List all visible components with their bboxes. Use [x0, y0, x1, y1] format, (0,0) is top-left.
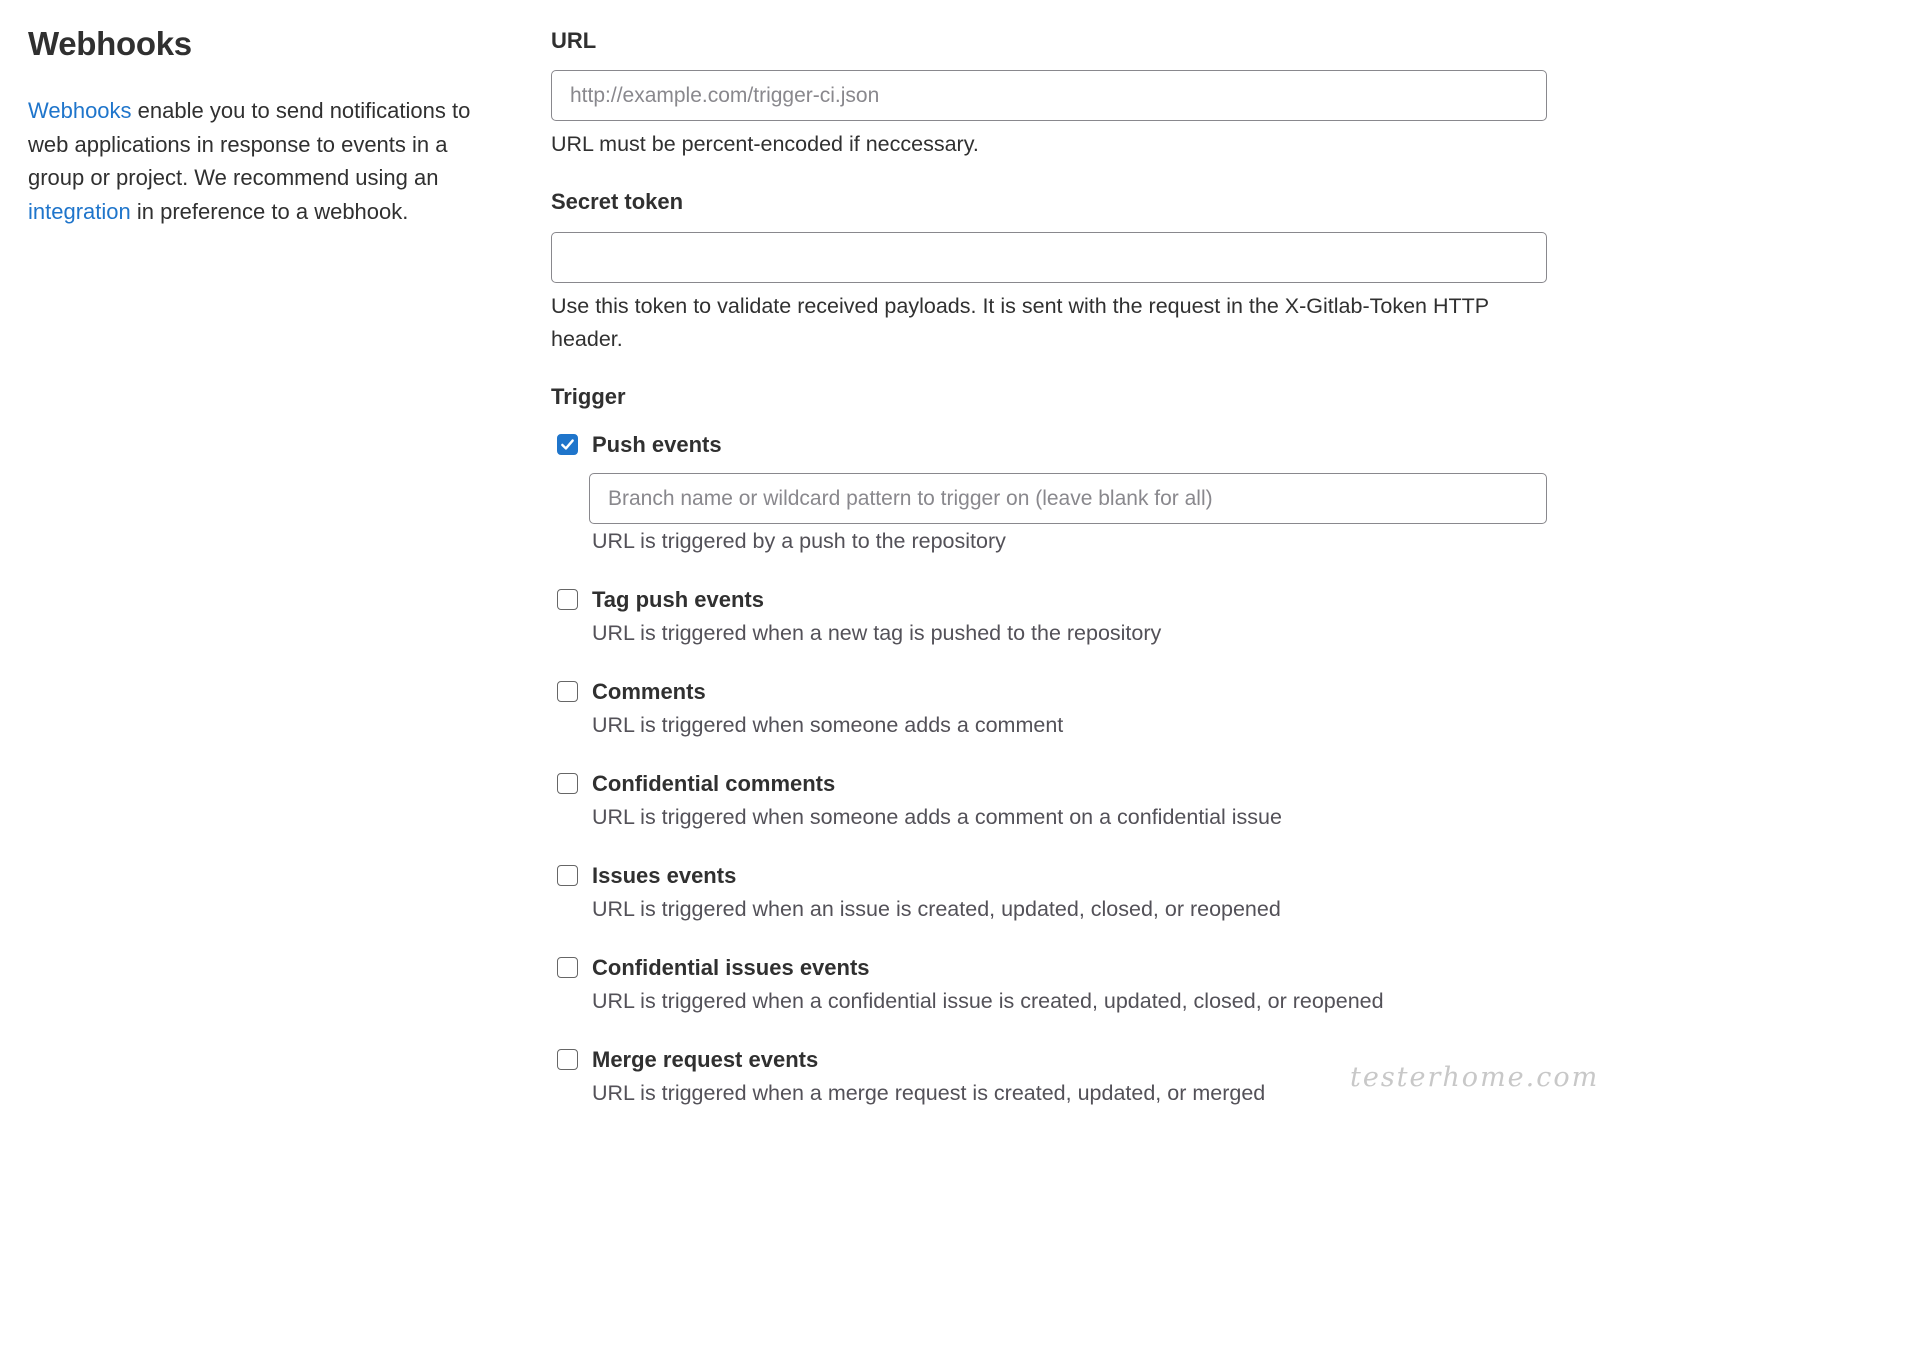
trigger-heading: Trigger: [551, 384, 626, 409]
secret-token-label: Secret token: [551, 189, 684, 214]
tag-push-events-checkbox[interactable]: [557, 589, 578, 610]
comments-label[interactable]: Comments: [592, 679, 706, 704]
push-events-checkbox[interactable]: [557, 434, 578, 455]
issues-events-checkbox[interactable]: [557, 865, 578, 886]
confidential-issues-events-label[interactable]: Confidential issues events: [592, 955, 870, 980]
page-title: Webhooks: [28, 25, 192, 62]
confidential-comments-checkbox[interactable]: [557, 773, 578, 794]
issues-events-description: URL is triggered when an issue is created, updated, closed, or reopened: [592, 897, 1281, 921]
trigger-push-events: [557, 430, 1547, 555]
tag-push-events-label[interactable]: Tag push events: [592, 587, 764, 612]
branch-filter-input[interactable]: [589, 473, 1547, 524]
checkmark-icon: [560, 437, 575, 452]
comments-checkbox[interactable]: [557, 681, 578, 702]
merge-request-events-description: URL is triggered when a merge request is created, updated, or merged: [592, 1081, 1266, 1105]
confidential-comments-label[interactable]: Confidential comments: [592, 771, 836, 796]
trigger-issues-events: [557, 861, 1547, 931]
intro-text-1: enable you to send notifications to web applications in response to events in a group or project. We recommend using an: [28, 98, 471, 190]
webhooks-docs-link[interactable]: Webhooks: [28, 98, 132, 123]
webhooks-intro-panel: [28, 22, 508, 228]
confidential-issues-events-description: URL is triggered when a confidential issue is created, updated, closed, or reopened: [592, 989, 1384, 1013]
trigger-confidential-comments: [557, 769, 1547, 839]
trigger-confidential-issues-events: [557, 953, 1547, 1023]
confidential-issues-events-checkbox[interactable]: [557, 957, 578, 978]
confidential-comments-description: URL is triggered when someone adds a comment on a confidential issue: [592, 805, 1282, 829]
url-help-text: URL must be percent-encoded if neccessary.: [551, 132, 979, 156]
push-events-description: URL is triggered by a push to the repository: [592, 529, 1006, 553]
watermark: testerhome.com: [1350, 1062, 1600, 1093]
comments-description: URL is triggered when someone adds a comment: [592, 713, 1064, 737]
intro-paragraph: [28, 94, 508, 228]
url-input[interactable]: [551, 70, 1547, 121]
push-events-label[interactable]: Push events: [592, 432, 722, 457]
tag-push-events-description: URL is triggered when a new tag is pushed to the repository: [592, 621, 1162, 645]
intro-text-2: in preference to a webhook.: [130, 198, 409, 224]
trigger-tag-push-events: [557, 585, 1547, 655]
url-label: URL: [551, 28, 597, 53]
integration-link[interactable]: integration: [28, 198, 131, 224]
issues-events-label[interactable]: Issues events: [592, 863, 737, 888]
secret-token-input[interactable]: [551, 232, 1547, 283]
secret-token-help-text: Use this token to validate received payloads. It is sent with the request in the X-Gitlab-Token HTTP header.: [551, 294, 1489, 351]
merge-request-events-label[interactable]: Merge request events: [592, 1047, 819, 1072]
trigger-comments: [557, 677, 1547, 747]
merge-request-events-checkbox[interactable]: [557, 1049, 578, 1070]
